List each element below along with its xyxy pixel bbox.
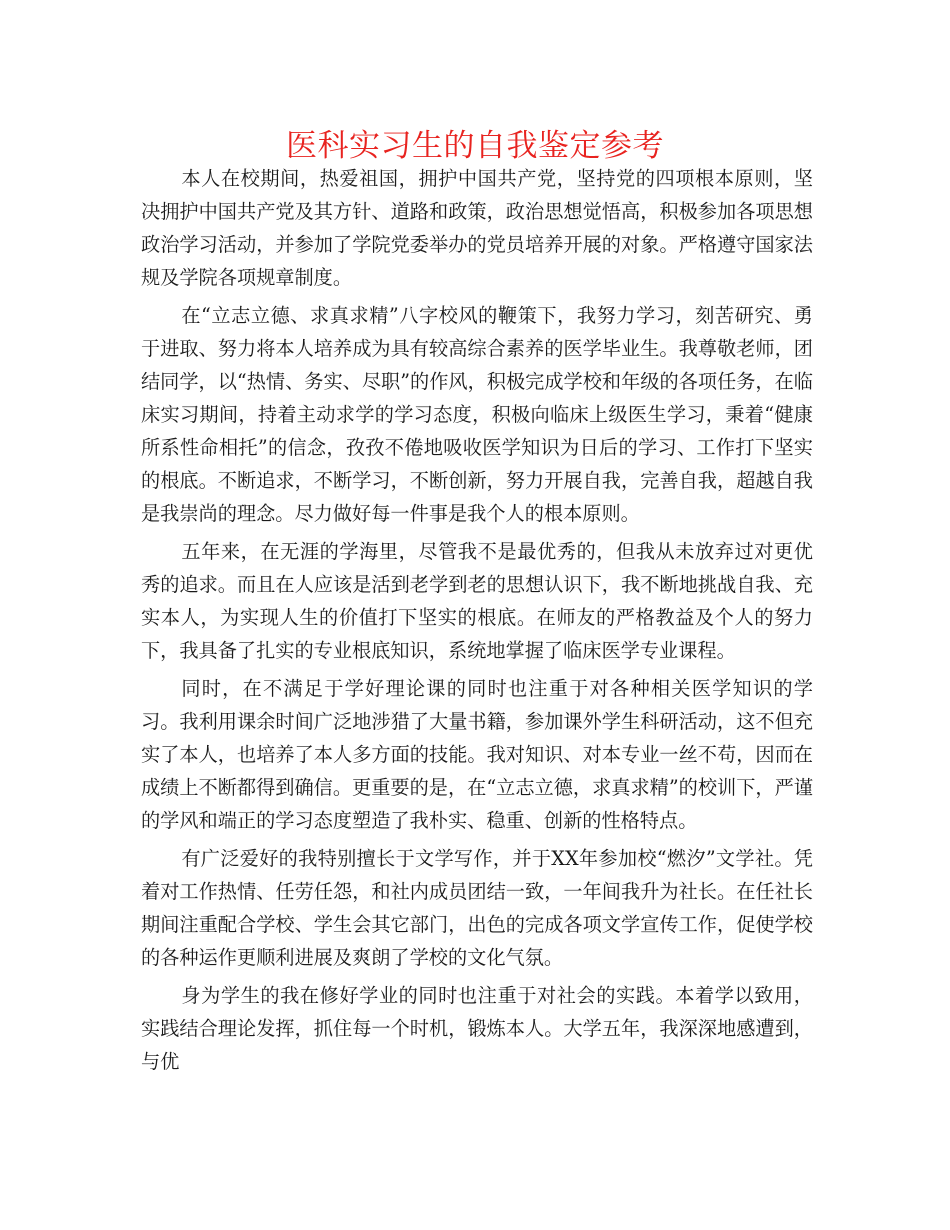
- paragraph-6: 身为学生的我在修好学业的同时也注重于对社会的实践。本着学以致用，实践结合理论发挥，抓住每一个时机，锻炼本人。大学五年，我深深地感遭到，与优: [141, 984, 813, 1073]
- paragraph-1: 本人在校期间，热爱祖国，拥护中国共产党，坚持党的四项根本原则，坚决拥护中国共产党及其方针、道路和政策，政治思想觉悟高，积极参加各项思想政治学习活动，并参加了学院党委举办的党员培养开展的对象。严格遵守国家法规及学院各项规章制度。: [141, 167, 813, 289]
- paragraph-2: 在“立志立德、求真求精”八字校风的鞭策下，我努力学习，刻苦研究、勇于进取、努力将本人培养成为具有较高综合素养的医学毕业生。我尊敬老师，团结同学，以“热情、务实、尽职”的作风，积极完成学校和年级的各项任务，在临床实习期间，持着主动求学的学习态度，积极向临床上级医生学习，秉着“健康所系性命相托”的信念，孜孜不倦地吸收医学知识为日后的学习、工作打下坚实的根底。不断追求，不断学习，不断创新，努力开展自我，完善自我，超越自我是我崇尚的理念。尽力做好每一件事是我个人的根本原则。: [141, 304, 813, 525]
- paragraph-5: 有广泛爱好的我特别擅长于文学写作，并于XX年参加校“燃汐”文学社。凭着对工作热情、任劳任怨，和社内成员团结一致，一年间我升为社长。在任社长期间注重配合学校、学生会其它部门，出色的完成各项文学宣传工作，促使学校的各种运作更顺利进展及爽朗了学校的文化气氛。: [141, 847, 813, 969]
- document-title: 医科实习生的自我鉴定参考: [286, 128, 664, 164]
- document-body: [141, 162, 813, 1083]
- paragraph-3: 五年来，在无涯的学海里，尽管我不是最优秀的，但我从未放弃过对更优秀的追求。而且在人应该是活到老学到老的思想认识下，我不断地挑战自我、充实本人，为实现人生的价值打下坚实的根底。在师友的严格教益及个人的努力下，我具备了扎实的专业根底知识，系统地掌握了临床医学专业课程。: [141, 540, 813, 662]
- paragraph-4: 同时，在不满足于学好理论课的同时也注重于对各种相关医学知识的学习。我利用课余时间广泛地涉猎了大量书籍，参加课外学生科研活动，这不但充实了本人，也培养了本人多方面的技能。我对知识、对本专业一丝不苟，因而在成绩上不断都得到确信。更重要的是，在“立志立德，求真求精”的校训下，严谨的学风和端正的学习态度塑造了我朴实、稳重、创新的性格特点。: [141, 677, 813, 832]
